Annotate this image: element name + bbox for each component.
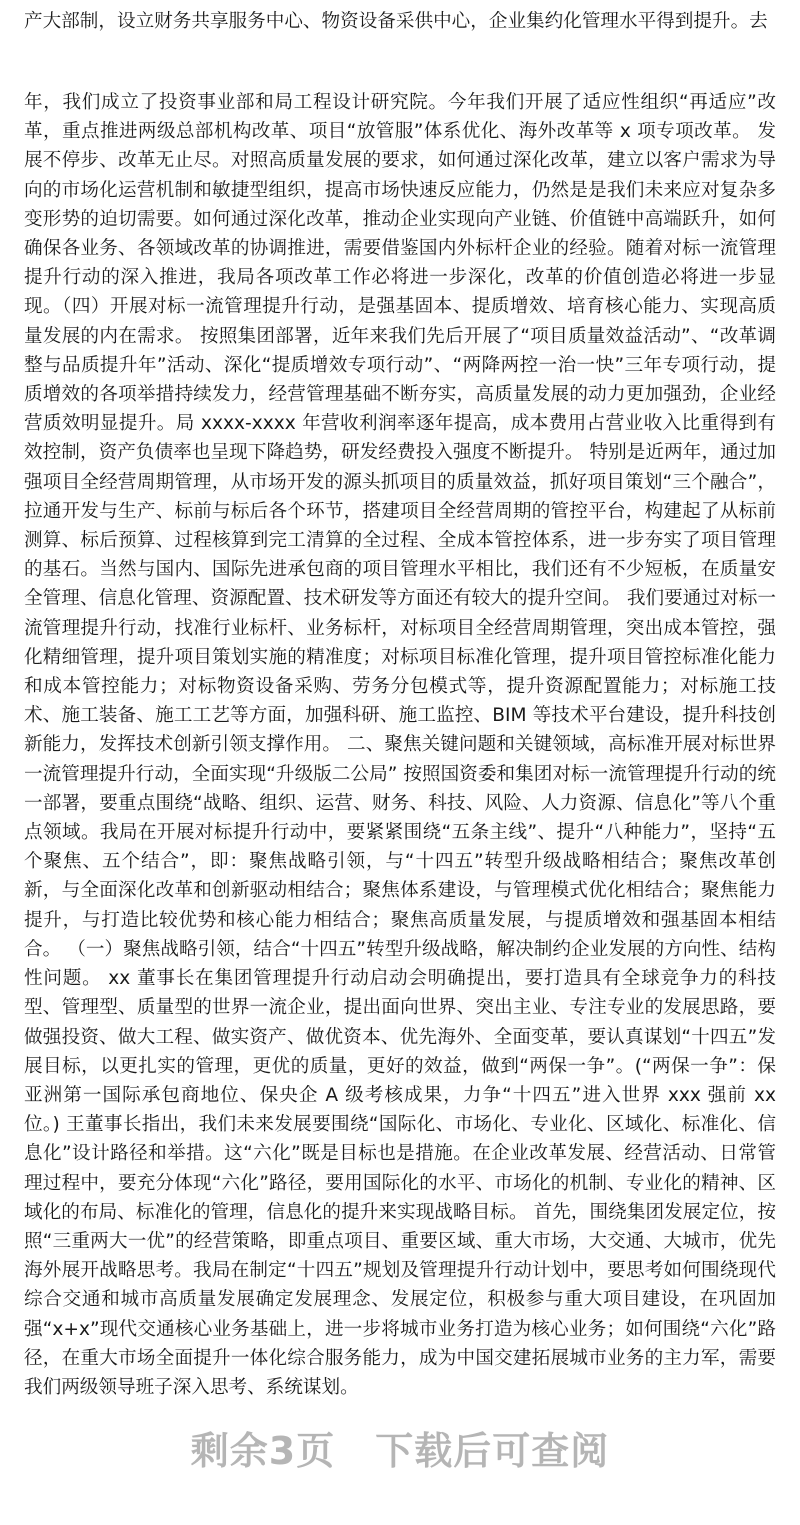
- remaining-pages-label: 剩余3页: [190, 1429, 336, 1473]
- download-watermark[interactable]: [0, 1420, 800, 1475]
- cut-off-top-line: 产大部制，设立财务共享服务中心、物资设备采供中心，企业集约化管理水平得到提升。去: [24, 11, 768, 32]
- document-body-text: 年，我们成立了投资事业部和局工程设计研究院。今年我们开展了适应性组织“再适应”改革，重点推进两级总部机构改革、项目“放管服”体系优化、海外改革等 x 项专项改革。 发展不停步、改革无止尽。对照高质量发展的要求，如何通过深化改革，建立以客户需求为导向的市场化运营机制和敏捷型组织，提高市场快速反应能力，仍然是是我们未来应对复杂多变形势的迫切需要。如何通过深化改革，推动企业实现向产业链、价值链中高端跃升，如何确保各业务、各领域改革的协调推进，需要借鉴国内外标杆企业的经验。随着对标一流管理提升行动的深入推进，我局各项改革工作必将进一步深化，改革的价值创造必将进一步显现。（四）开展对标一流管理提升行动，是强基固本、提质增效、培育核心能力、实现高质量发展的内在需求。 按照集团部署，近年来我们先后开展了“项目质量效益活动”、“改革调整与品质提升年”活动、深化“提质增效专项行动”、“两降两控一治一快”三年专项行动，提质增效的各项举措持续发力，经营管理基础不断夯实，高质量发展的动力更加强劲，企业经营质效明显提升。局 xxxx-xxxx 年营收利润率逐年提高，成本费用占营业收入比重得到有效控制，资产负债率也呈现下降趋势，研发经费投入强度不断提升。 特别是近两年，通过加强项目全经营周期管理，从市场开发的源头抓项目的质量效益，抓好项目策划“三个融合”，拉通开发与生产、标前与标后各个环节，搭建项目全经营周期的管控平台，构建起了从标前测算、标后预算、过程核算到完工清算的全过程、全成本管控体系，进一步夯实了项目管理的基石。当然与国内、国际先进承包商的项目管理水平相比，我们还有不少短板，在质量安全管理、信息化管理、资源配置、技术研发等方面还有较大的提升空间。 我们要通过对标一流管理提升行动，找准行业标杆、业务标杆，对标项目全经营周期管理，突出成本管控，强化精细管理，提升项目策划实施的精准度；对标项目标准化管理，提升项目管控标准化能力和成本管控能力；对标物资设备采购、劳务分包模式等，提升资源配置能力；对标施工技术、施工装备、施工工艺等方面，加强科研、施工监控、BIM 等技术平台建设，提升科技创新能力，发挥技术创新引领支撑作用。 二、聚焦关键问题和关键领域，高标准开展对标世界一流管理提升行动，全面实现“升级版二公局” 按照国资委和集团对标一流管理提升行动的统一部署，要重点围绕“战略、组织、运营、财务、科技、风险、人力资源、信息化”等八个重点领域。我局在开展对标提升行动中，要紧紧围绕“五条主线”、提升“八种能力”，坚持“五个聚焦、五个结合”，即：聚焦战略引领，与“十四五”转型升级战略相结合；聚焦改革创新，与全面深化改革和创新驱动相结合；聚焦体系建设，与管理模式优化相结合；聚焦能力提升，与打造比较优势和核心能力相结合；聚焦高质量发展，与提质增效和强基固本相结合。 （一）聚焦战略引领，结合“十四五”转型升级战略，解决制约企业发展的方向性、结构性问题。 xx 董事长在集团管理提升行动启动会明确提出，要打造具有全球竞争力的科技型、管理型、质量型的世界一流企业，提出面向世界、突出主业、专注专业的发展思路，要做强投资、做大工程、做实资产、做优资本、优先海外、全面变革，要认真谋划“十四五”发展目标，以更扎实的管理，更优的质量，更好的效益，做到“两保一争”。(“两保一争”：保亚洲第一国际承包商地位、保央企 A 级考核成果，力争“十四五”进入世界 xxx 强前 xx 位。) 王董事长指出，我们未来发展要围绕“国际化、市场化、专业化、区域化、标准化、信息化”设计路径和举措。这“六化”既是目标也是措施。在企业改革发展、经营活动、日常管理过程中，要充分体现“六化”路径，要用国际化的水平、市场化的机制、专业化的精神、区域化的布局、标准化的管理，信息化的提升来实现战略目标。 首先，围绕集团发展定位，按照“三重两大一优”的经营策略，即重点项目、重要区域、重大市场，大交通、大城市，优先海外展开战略思考。我局在制定“十四五”规划及管理提升行动计划中，要思考如何围绕现代综合交通和城市高质量发展确定发展理念、发展定位，积极参与重大项目建设，在巩固加强“x+x”现代交通核心业务基础上，进一步将城市业务打造为核心业务；如何围绕“六化”路径，在重大市场全面提升一体化综合服务能力，成为中国交建拓展城市业务的主力军，需要我们两级领导班子深入思考、系统谋划。: [24, 92, 776, 1398]
- download-prompt-label: 下载后可查阅: [375, 1429, 610, 1473]
